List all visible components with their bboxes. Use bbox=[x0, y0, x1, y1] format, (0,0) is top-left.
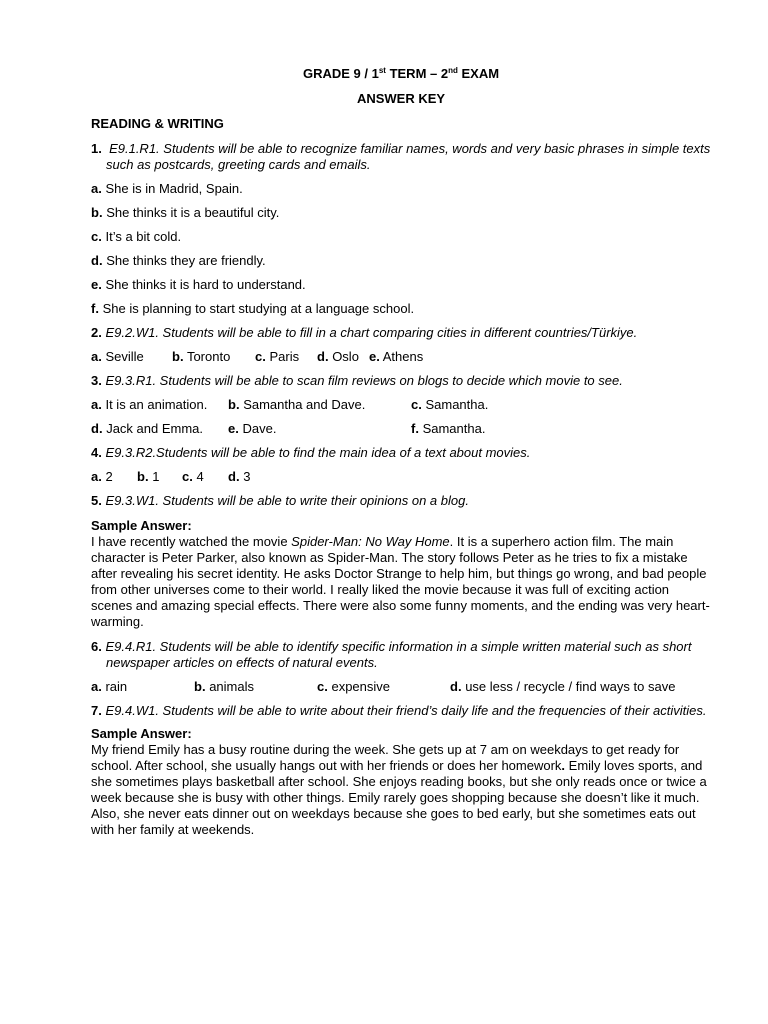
question-number: 6. bbox=[91, 639, 102, 654]
answer-letter: d. bbox=[91, 421, 103, 436]
question-6-objective bbox=[91, 639, 711, 671]
answer-text: Oslo bbox=[332, 349, 359, 364]
answer-6c bbox=[317, 679, 390, 695]
answer-1d bbox=[91, 253, 711, 269]
question-1-objective bbox=[91, 141, 711, 173]
answer-1c bbox=[91, 229, 711, 245]
answer-letter: c. bbox=[91, 229, 102, 244]
answer-letter: f. bbox=[411, 421, 419, 436]
answer-letter: c. bbox=[411, 397, 422, 412]
answer-letter: e. bbox=[228, 421, 239, 436]
objective-text: E9.1.R1. Students will be able to recognize familiar names, words and very basic phrases in simple texts such as postcards, greeting cards and emails. bbox=[106, 141, 711, 172]
answer-text: She thinks they are friendly. bbox=[106, 253, 266, 268]
answer-6b bbox=[194, 679, 254, 695]
answer-text: 1 bbox=[152, 469, 160, 484]
objective-text: E9.2.W1. Students will be able to fill in a chart comparing cities in different countries/Türkiye. bbox=[105, 325, 638, 340]
answer-text: 2 bbox=[105, 469, 113, 484]
document-content bbox=[91, 66, 711, 847]
answer-text: She thinks it is hard to understand. bbox=[105, 277, 306, 292]
question-number: 7. bbox=[91, 703, 102, 718]
answer-letter: f. bbox=[91, 301, 99, 316]
answer-3b bbox=[228, 397, 365, 413]
answer-4c bbox=[182, 469, 204, 485]
answer-letter: e. bbox=[91, 277, 102, 292]
answer-letter: b. bbox=[137, 469, 149, 484]
answer-text: She is planning to start studying at a language school. bbox=[102, 301, 415, 316]
answers-row-3a bbox=[91, 397, 711, 413]
answer-3d bbox=[91, 421, 203, 437]
answer-6d bbox=[450, 679, 675, 695]
answer-text: 3 bbox=[243, 469, 251, 484]
question-2-objective bbox=[91, 325, 711, 341]
question-4-objective bbox=[91, 445, 711, 461]
objective-text: E9.3.R2.Students will be able to find the main idea of a text about movies. bbox=[105, 445, 531, 460]
question-number: 5. bbox=[91, 493, 102, 508]
answer-4a bbox=[91, 469, 113, 485]
sample-answer-text bbox=[91, 742, 711, 838]
title-superscript-2: nd bbox=[448, 66, 458, 75]
title-superscript-1: st bbox=[378, 66, 386, 75]
sample-text-end: . It is a superhero action film. The main character is Peter Parker, also known as Spider-Man. The story follows Peter as he tries to fix a mistake after revealing his secret identity. He asks Doctor Strange to help him, but things go wrong, and bad people from other universes come to their world. I really liked the movie because it was full of exciting action scenes and amazing special effects. There were also some funny moments, and the ending was very heart-warming. bbox=[91, 534, 710, 629]
answer-3c bbox=[411, 397, 488, 413]
answers-row-2 bbox=[91, 349, 711, 365]
question-number: 1. bbox=[91, 141, 102, 156]
answer-6a bbox=[91, 679, 127, 695]
objective-text: E9.3.R1. Students will be able to scan film reviews on blogs to decide which movie to see. bbox=[105, 373, 623, 388]
sample-text-start: My friend Emily has a busy routine during the week. She gets up at 7 am on weekdays to get ready for school. After school, she usually hangs out with her friends or does her homework bbox=[91, 742, 680, 773]
answer-3a bbox=[91, 397, 207, 413]
answer-2c bbox=[255, 349, 299, 365]
answer-text: Samantha. bbox=[425, 397, 489, 412]
answer-text: expensive bbox=[331, 679, 391, 694]
title-text: GRADE 9 / 1 bbox=[302, 66, 379, 81]
answer-text: Samantha and Dave. bbox=[243, 397, 366, 412]
objective-text: E9.3.W1. Students will be able to write their opinions on a blog. bbox=[105, 493, 469, 508]
answer-text: Samantha. bbox=[422, 421, 486, 436]
answer-3f bbox=[411, 421, 485, 437]
answer-letter: d. bbox=[91, 253, 103, 268]
sample-text-start: I have recently watched the movie bbox=[91, 534, 292, 549]
answer-letter: e. bbox=[369, 349, 380, 364]
answer-text: Toronto bbox=[186, 349, 231, 364]
answer-text: rain bbox=[105, 679, 128, 694]
sample-answer-text bbox=[91, 534, 711, 630]
answer-2a bbox=[91, 349, 144, 365]
answers-row-6 bbox=[91, 679, 711, 695]
answer-2b bbox=[172, 349, 230, 365]
answer-letter: b. bbox=[91, 205, 103, 220]
answer-text: She thinks it is a beautiful city. bbox=[106, 205, 280, 220]
answer-text: Seville bbox=[105, 349, 144, 364]
answer-text: She is in Madrid, Spain. bbox=[105, 181, 243, 196]
question-7-objective bbox=[91, 703, 711, 719]
answer-letter: d. bbox=[450, 679, 462, 694]
question-number: 3. bbox=[91, 373, 102, 388]
answer-text: use less / recycle / find ways to save bbox=[465, 679, 676, 694]
answer-letter: d. bbox=[228, 469, 240, 484]
answer-letter: c. bbox=[182, 469, 193, 484]
answer-4d bbox=[228, 469, 250, 485]
answer-letter: a. bbox=[91, 181, 102, 196]
answer-letter: a. bbox=[91, 349, 102, 364]
answer-1b bbox=[91, 205, 711, 221]
question-3-objective bbox=[91, 373, 711, 389]
answer-letter: a. bbox=[91, 469, 102, 484]
sample-answer-title: Sample Answer: bbox=[91, 726, 192, 741]
objective-text: E9.4.W1. Students will be able to write about their friend’s daily life and the frequencies of their activities. bbox=[105, 703, 707, 718]
question-number: 2. bbox=[91, 325, 102, 340]
section-heading: READING & WRITING bbox=[91, 116, 224, 131]
answer-text: Athens bbox=[382, 349, 424, 364]
answer-1e bbox=[91, 277, 711, 293]
answer-letter: c. bbox=[317, 679, 328, 694]
question-number: 4. bbox=[91, 445, 102, 460]
answer-1a bbox=[91, 181, 711, 197]
objective-text: E9.4.R1. Students will be able to identify specific information in a simple written material such as short newspaper articles on effects of natural events. bbox=[105, 639, 692, 670]
answer-letter: b. bbox=[228, 397, 240, 412]
document-title bbox=[91, 66, 711, 82]
movie-title: Spider-Man: No Way Home bbox=[291, 534, 450, 549]
sample-answer-title: Sample Answer: bbox=[91, 518, 192, 533]
title-text-end: EXAM bbox=[457, 66, 500, 81]
sample-text-end: Emily loves sports, and she sometimes plays basketball after school. She enjoys reading books, but she only reads once or twice a week because she is busy with other things. Emily rarely goes shopping because she doesn’t like it much. Also, she never eats dinner out on weekdays because she goes to bed early, but she sometimes eats out with her family at weekends. bbox=[91, 758, 707, 837]
answer-text: Jack and Emma. bbox=[106, 421, 204, 436]
bold-period: . bbox=[561, 758, 566, 773]
answer-1f bbox=[91, 301, 711, 317]
answer-letter: d. bbox=[317, 349, 329, 364]
answer-4b bbox=[137, 469, 159, 485]
title-text-mid: TERM – 2 bbox=[385, 66, 449, 81]
answer-text: It’s a bit cold. bbox=[105, 229, 182, 244]
answer-text: It is an animation. bbox=[105, 397, 208, 412]
answer-2e bbox=[369, 349, 423, 365]
answers-row-3b bbox=[91, 421, 711, 437]
answer-letter: a. bbox=[91, 679, 102, 694]
answer-letter: b. bbox=[172, 349, 184, 364]
document-subtitle: ANSWER KEY bbox=[356, 91, 446, 106]
answer-letter: a. bbox=[91, 397, 102, 412]
answer-2d bbox=[317, 349, 359, 365]
answer-letter: c. bbox=[255, 349, 266, 364]
answer-3e bbox=[228, 421, 276, 437]
answer-letter: b. bbox=[194, 679, 206, 694]
answer-text: Dave. bbox=[242, 421, 277, 436]
answers-row-4 bbox=[91, 469, 711, 485]
answer-text: Paris bbox=[269, 349, 300, 364]
question-5-objective bbox=[91, 493, 711, 509]
answer-text: animals bbox=[209, 679, 254, 694]
answer-text: 4 bbox=[196, 469, 204, 484]
